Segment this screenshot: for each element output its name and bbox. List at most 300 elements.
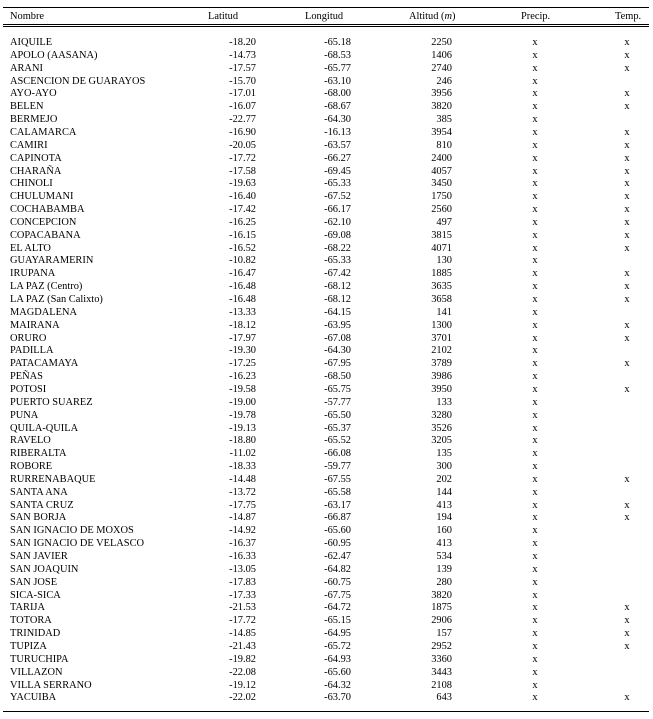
station-temp: x xyxy=(624,294,630,305)
station-latitud: -17.83 xyxy=(229,576,256,588)
station-name: AYO-AYO xyxy=(10,88,57,100)
station-temp: x xyxy=(624,332,630,344)
station-altitud: 1885 xyxy=(431,268,452,280)
station-temp: x xyxy=(624,499,630,511)
station-name: ORURO xyxy=(10,332,47,344)
station-altitud: 385 xyxy=(436,114,452,126)
station-name: VILLA SERRANO xyxy=(10,679,92,691)
table-row xyxy=(0,87,653,100)
station-name: SAN BORJA xyxy=(10,512,67,524)
header-latitud: Latitud xyxy=(208,11,239,22)
header-rule-1 xyxy=(3,24,649,25)
station-altitud: 3950 xyxy=(431,383,452,395)
station-longitud: -65.77 xyxy=(324,62,351,74)
station-name: PEÑAS xyxy=(10,371,43,383)
station-temp: x xyxy=(624,165,630,177)
station-name: TRINIDAD xyxy=(10,628,61,640)
station-altitud: 3986 xyxy=(431,371,452,383)
station-altitud: 194 xyxy=(436,512,452,524)
station-precip: x xyxy=(532,499,538,511)
table-row xyxy=(0,422,653,435)
station-name: TOTORA xyxy=(10,615,52,627)
station-altitud: 3205 xyxy=(431,435,452,447)
station-altitud: 3954 xyxy=(431,126,452,138)
station-longitud: -66.08 xyxy=(324,448,351,460)
station-longitud: -68.00 xyxy=(324,88,351,100)
station-precip: x xyxy=(532,332,538,344)
station-altitud: 2400 xyxy=(431,152,452,164)
station-name: CHULUMANI xyxy=(10,191,74,203)
station-precip: x xyxy=(532,306,538,318)
station-longitud: -62.10 xyxy=(324,216,351,228)
station-longitud: -65.33 xyxy=(324,178,351,190)
table-row xyxy=(0,499,653,512)
station-precip: x xyxy=(532,204,538,216)
station-altitud: 135 xyxy=(436,448,452,460)
station-latitud: -17.97 xyxy=(229,332,256,344)
station-longitud: -64.72 xyxy=(324,602,351,614)
station-longitud: -69.45 xyxy=(324,165,351,177)
station-precip: x xyxy=(532,383,538,395)
station-longitud: -67.55 xyxy=(324,473,351,485)
station-longitud: -57.77 xyxy=(324,396,351,408)
table-row xyxy=(0,113,653,126)
station-precip: x xyxy=(532,589,538,601)
station-name: MAIRANA xyxy=(10,319,60,331)
station-longitud: -65.50 xyxy=(324,409,351,421)
table-row xyxy=(0,370,653,383)
station-longitud: -66.17 xyxy=(324,204,351,216)
station-longitud: -64.30 xyxy=(324,114,351,126)
station-name: ROBORE xyxy=(10,461,53,473)
station-latitud: -16.48 xyxy=(229,294,256,305)
station-name: CHINOLI xyxy=(10,178,53,190)
station-precip: x xyxy=(532,666,538,678)
station-name: PUNA xyxy=(10,409,39,421)
station-precip: x xyxy=(532,88,538,100)
station-latitud: -10.82 xyxy=(229,255,256,267)
top-rule xyxy=(3,7,649,8)
table-row xyxy=(0,229,653,242)
station-name: ASCENCION DE GUARAYOS xyxy=(10,75,146,87)
station-temp: x xyxy=(624,101,630,113)
station-temp: x xyxy=(624,615,630,627)
station-latitud: -16.47 xyxy=(229,268,256,280)
station-altitud: 2740 xyxy=(431,62,452,74)
station-latitud: -22.02 xyxy=(229,692,256,704)
station-name: SAN IGNACIO DE VELASCO xyxy=(10,538,145,550)
station-longitud: -64.15 xyxy=(324,306,351,318)
station-altitud: 141 xyxy=(436,306,452,318)
station-altitud: 3815 xyxy=(431,229,452,241)
station-longitud: -63.70 xyxy=(324,692,351,704)
station-temp: x xyxy=(624,152,630,164)
station-name: YACUIBA xyxy=(10,692,57,704)
station-temp: x xyxy=(624,126,630,138)
station-longitud: -65.60 xyxy=(324,666,351,678)
station-temp: x xyxy=(624,512,630,524)
station-precip: x xyxy=(532,628,538,640)
station-longitud: -64.82 xyxy=(324,563,351,575)
station-latitud: -18.33 xyxy=(229,461,256,473)
station-altitud: 3526 xyxy=(431,422,452,434)
station-latitud: -17.72 xyxy=(229,152,256,164)
header-precip: Precip. xyxy=(521,11,551,22)
station-name: QUILA-QUILA xyxy=(10,422,79,434)
station-latitud: -18.20 xyxy=(229,37,256,48)
station-name: BERMEJO xyxy=(10,114,58,126)
station-longitud: -65.52 xyxy=(324,435,351,447)
station-longitud: -67.08 xyxy=(324,332,351,344)
station-latitud: -19.13 xyxy=(229,422,256,434)
station-precip: x xyxy=(532,358,538,370)
station-name: LA PAZ (Centro) xyxy=(10,281,83,293)
station-precip: x xyxy=(532,345,538,357)
station-name: VILLAZON xyxy=(10,666,63,678)
station-name: SICA-SICA xyxy=(10,589,61,601)
station-name: COPACABANA xyxy=(10,229,81,241)
station-temp: x xyxy=(624,319,630,331)
station-name: RURRENABAQUE xyxy=(10,473,96,485)
station-altitud: 1406 xyxy=(431,49,452,61)
station-temp: x xyxy=(624,268,630,280)
station-altitud: 2102 xyxy=(431,345,452,357)
station-longitud: -65.60 xyxy=(324,525,351,537)
station-altitud: 2952 xyxy=(431,640,452,652)
station-longitud: -66.87 xyxy=(324,512,351,524)
table-row xyxy=(0,447,653,460)
table-row xyxy=(0,254,653,267)
station-altitud: 160 xyxy=(436,525,452,537)
station-altitud: 3820 xyxy=(431,589,452,601)
station-latitud: -19.82 xyxy=(229,653,256,665)
table-row xyxy=(0,409,653,422)
station-precip: x xyxy=(532,75,538,87)
station-name: AIQUILE xyxy=(10,37,53,48)
station-latitud: -13.72 xyxy=(229,486,256,498)
station-latitud: -21.43 xyxy=(229,640,256,652)
table-row xyxy=(0,75,653,88)
station-precip: x xyxy=(532,692,538,704)
station-precip: x xyxy=(532,525,538,537)
header-longitud: Longitud xyxy=(305,11,344,22)
station-latitud: -16.23 xyxy=(229,371,256,383)
table-row xyxy=(0,601,653,614)
table-row xyxy=(0,396,653,409)
station-latitud: -16.07 xyxy=(229,101,256,113)
station-precip: x xyxy=(532,139,538,151)
table-row xyxy=(0,614,653,627)
station-temp: x xyxy=(624,216,630,228)
station-precip: x xyxy=(532,435,538,447)
header-altitud-close: ) xyxy=(452,11,456,22)
table-row xyxy=(0,640,653,653)
table-row xyxy=(0,242,653,255)
header-altitud-label: Altitud ( xyxy=(409,11,445,22)
table-row xyxy=(0,691,653,704)
station-precip: x xyxy=(532,371,538,383)
station-latitud: -16.25 xyxy=(229,216,256,228)
station-latitud: -17.25 xyxy=(229,358,256,370)
station-altitud: 1300 xyxy=(431,319,452,331)
table-row xyxy=(0,524,653,537)
station-temp: x xyxy=(624,178,630,190)
station-latitud: -22.08 xyxy=(229,666,256,678)
station-latitud: -11.02 xyxy=(229,448,256,460)
table-row xyxy=(0,203,653,216)
table-row xyxy=(0,550,653,563)
station-latitud: -16.15 xyxy=(229,229,256,241)
station-precip: x xyxy=(532,216,538,228)
station-temp: x xyxy=(624,628,630,640)
station-precip: x xyxy=(532,165,538,177)
table-row xyxy=(0,177,653,190)
station-longitud: -66.27 xyxy=(324,152,351,164)
station-name: CONCEPCION xyxy=(10,216,77,228)
station-temp: x xyxy=(624,229,630,241)
station-longitud: -68.12 xyxy=(324,281,351,293)
station-latitud: -19.63 xyxy=(229,178,256,190)
station-name: SAN JOSE xyxy=(10,576,58,588)
table-row xyxy=(0,589,653,602)
station-name: IRUPANA xyxy=(10,268,56,280)
station-longitud: -59.77 xyxy=(324,461,351,473)
station-name: SANTA CRUZ xyxy=(10,499,74,511)
station-longitud: -67.42 xyxy=(324,268,351,280)
table-row xyxy=(0,653,653,666)
station-latitud: -14.73 xyxy=(229,49,256,61)
table-header xyxy=(0,10,653,23)
station-precip: x xyxy=(532,319,538,331)
station-altitud: 246 xyxy=(436,75,452,87)
station-temp: x xyxy=(624,602,630,614)
station-name: CALAMARCA xyxy=(10,126,77,138)
station-name: CHARAÑA xyxy=(10,165,62,177)
station-latitud: -14.87 xyxy=(229,512,256,524)
station-precip: x xyxy=(532,640,538,652)
station-precip: x xyxy=(532,242,538,254)
station-latitud: -13.33 xyxy=(229,306,256,318)
station-longitud: -63.57 xyxy=(324,139,351,151)
station-name: GUAYARAMERIN xyxy=(10,255,94,267)
table-row xyxy=(0,62,653,75)
station-name: BELEN xyxy=(10,101,44,113)
station-longitud: -65.18 xyxy=(324,37,351,48)
station-precip: x xyxy=(532,538,538,550)
station-latitud: -16.90 xyxy=(229,126,256,138)
station-longitud: -65.15 xyxy=(324,615,351,627)
station-precip: x xyxy=(532,679,538,691)
station-altitud: 1750 xyxy=(431,191,452,203)
station-longitud: -67.75 xyxy=(324,589,351,601)
table-row xyxy=(0,666,653,679)
station-precip: x xyxy=(532,486,538,498)
table-row xyxy=(0,36,653,49)
station-latitud: -17.72 xyxy=(229,615,256,627)
station-altitud: 3701 xyxy=(431,332,452,344)
station-name: PUERTO SUAREZ xyxy=(10,396,93,408)
station-altitud: 3280 xyxy=(431,409,452,421)
station-altitud: 139 xyxy=(436,563,452,575)
table-row xyxy=(0,165,653,178)
header-altitud-unit: m xyxy=(444,11,453,22)
station-longitud: -67.52 xyxy=(324,191,351,203)
station-name: RAVELO xyxy=(10,435,51,447)
table-row xyxy=(0,344,653,357)
station-altitud: 534 xyxy=(436,551,452,562)
station-name: SAN JAVIER xyxy=(10,551,68,562)
station-precip: x xyxy=(532,422,538,434)
table-row xyxy=(0,49,653,62)
station-precip: x xyxy=(532,448,538,460)
station-latitud: -16.33 xyxy=(229,551,256,562)
station-name: MAGDALENA xyxy=(10,306,77,318)
station-latitud: -16.48 xyxy=(229,281,256,293)
station-longitud: -67.95 xyxy=(324,358,351,370)
station-altitud: 133 xyxy=(436,396,452,408)
station-latitud: -19.78 xyxy=(229,409,256,421)
station-altitud: 2560 xyxy=(431,204,452,216)
station-name: PADILLA xyxy=(10,345,54,357)
station-precip: x xyxy=(532,551,538,562)
station-altitud: 3635 xyxy=(431,281,452,293)
station-longitud: -65.72 xyxy=(324,640,351,652)
station-altitud: 3360 xyxy=(431,653,452,665)
station-precip: x xyxy=(532,114,538,126)
header-rule-2 xyxy=(3,26,649,27)
station-latitud: -19.12 xyxy=(229,679,256,691)
station-precip: x xyxy=(532,37,538,48)
station-latitud: -13.05 xyxy=(229,563,256,575)
station-temp: x xyxy=(624,49,630,61)
station-name: RIBERALTA xyxy=(10,448,67,460)
station-name: COCHABAMBA xyxy=(10,204,85,216)
station-temp: x xyxy=(624,383,630,395)
station-precip: x xyxy=(532,191,538,203)
station-name: SAN IGNACIO DE MOXOS xyxy=(10,525,134,537)
station-precip: x xyxy=(532,268,538,280)
station-longitud: -64.32 xyxy=(324,679,351,691)
station-latitud: -14.92 xyxy=(229,525,256,537)
table-row xyxy=(0,473,653,486)
station-name: SANTA ANA xyxy=(10,486,68,498)
station-altitud: 810 xyxy=(436,139,452,151)
station-precip: x xyxy=(532,576,538,588)
table-row xyxy=(0,434,653,447)
station-name: POTOSI xyxy=(10,383,47,395)
station-latitud: -16.52 xyxy=(229,242,256,254)
station-precip: x xyxy=(532,461,538,473)
table-row xyxy=(0,679,653,692)
table-row xyxy=(0,627,653,640)
station-latitud: -17.42 xyxy=(229,204,256,216)
station-longitud: -68.67 xyxy=(324,101,351,113)
header-nombre: Nombre xyxy=(10,11,45,22)
station-precip: x xyxy=(532,281,538,293)
station-altitud: 4071 xyxy=(431,242,452,254)
station-precip: x xyxy=(532,178,538,190)
station-longitud: -63.17 xyxy=(324,499,351,511)
station-altitud: 643 xyxy=(436,692,452,704)
station-temp: x xyxy=(624,473,630,485)
station-altitud: 202 xyxy=(436,473,452,485)
table-row xyxy=(0,139,653,152)
station-precip: x xyxy=(532,473,538,485)
table-row xyxy=(0,460,653,473)
station-temp: x xyxy=(624,139,630,151)
station-longitud: -64.30 xyxy=(324,345,351,357)
station-longitud: -63.95 xyxy=(324,319,351,331)
station-longitud: -65.58 xyxy=(324,486,351,498)
station-precip: x xyxy=(532,294,538,305)
station-latitud: -17.58 xyxy=(229,165,256,177)
table-row xyxy=(0,563,653,576)
station-latitud: -22.77 xyxy=(229,114,256,126)
station-altitud: 300 xyxy=(436,461,452,473)
station-name: PATACAMAYA xyxy=(10,358,79,370)
station-altitud: 1875 xyxy=(431,602,452,614)
station-precip: x xyxy=(532,615,538,627)
station-temp: x xyxy=(624,204,630,216)
station-longitud: -64.93 xyxy=(324,653,351,665)
table-row xyxy=(0,152,653,165)
station-precip: x xyxy=(532,512,538,524)
station-longitud: -65.33 xyxy=(324,255,351,267)
station-name: TURUCHIPA xyxy=(10,653,69,665)
station-longitud: -68.53 xyxy=(324,49,351,61)
table-row xyxy=(0,216,653,229)
station-temp: x xyxy=(624,191,630,203)
station-precip: x xyxy=(532,602,538,614)
station-latitud: -19.30 xyxy=(229,345,256,357)
table-row xyxy=(0,280,653,293)
station-precip: x xyxy=(532,653,538,665)
station-longitud: -62.47 xyxy=(324,551,351,562)
station-longitud: -65.37 xyxy=(324,422,351,434)
station-longitud: -69.08 xyxy=(324,229,351,241)
station-precip: x xyxy=(532,49,538,61)
station-altitud: 413 xyxy=(436,538,452,550)
station-latitud: -14.85 xyxy=(229,628,256,640)
table-row xyxy=(0,319,653,332)
bottom-rule xyxy=(3,711,649,712)
station-temp: x xyxy=(624,62,630,74)
station-precip: x xyxy=(532,229,538,241)
station-latitud: -16.37 xyxy=(229,538,256,550)
table-row xyxy=(0,537,653,550)
station-latitud: -14.48 xyxy=(229,473,256,485)
table-row xyxy=(0,357,653,370)
station-altitud: 2250 xyxy=(431,37,452,48)
station-precip: x xyxy=(532,409,538,421)
table-row xyxy=(0,511,653,524)
station-name: ARANI xyxy=(10,62,43,74)
station-longitud: -60.75 xyxy=(324,576,351,588)
station-latitud: -21.53 xyxy=(229,602,256,614)
station-name: SAN JOAQUIN xyxy=(10,563,79,575)
station-longitud: -68.50 xyxy=(324,371,351,383)
station-longitud: -16.13 xyxy=(324,126,351,138)
station-name: CAMIRI xyxy=(10,139,48,151)
station-name: TARIJA xyxy=(10,602,45,614)
station-temp: x xyxy=(624,281,630,293)
station-temp: x xyxy=(624,692,630,704)
station-longitud: -68.12 xyxy=(324,294,351,305)
station-latitud: -20.05 xyxy=(229,139,256,151)
station-precip: x xyxy=(532,101,538,113)
table-row xyxy=(0,332,653,345)
station-altitud: 157 xyxy=(436,628,452,640)
